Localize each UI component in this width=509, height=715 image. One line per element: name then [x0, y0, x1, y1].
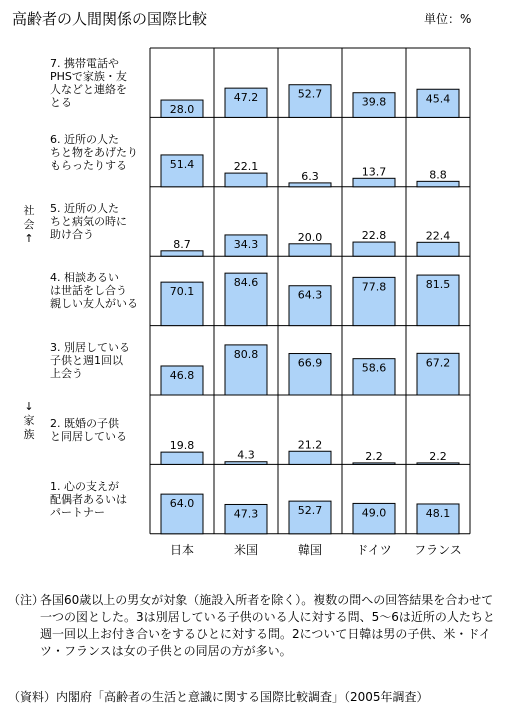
bar-value-label: 13.7 [361, 165, 387, 179]
footnote [8, 592, 502, 660]
bar-value-label: 70.1 [169, 285, 195, 299]
row-label-line: と同居している [50, 429, 127, 443]
row-label-line: 上会う [50, 366, 83, 380]
bar-value-label: 2.2 [429, 449, 447, 463]
category-label: 日本 [169, 542, 195, 557]
bar-value-label: 77.8 [361, 280, 387, 294]
row-label-line: 6. 近所の人た [50, 132, 119, 146]
row-label-line: 7. 携帯電話や [50, 56, 119, 70]
bar-value-label: 64.3 [297, 288, 323, 302]
bar-value-label: 6.3 [301, 169, 319, 183]
bar-value-label: 52.7 [297, 87, 323, 101]
row-label-line: 助け合う [50, 228, 94, 241]
bar-value-label: 20.0 [297, 230, 323, 244]
bar-value-label: 52.7 [297, 504, 323, 518]
bar-value-label: 45.4 [425, 92, 451, 106]
row-label [50, 57, 150, 109]
bar-value-label: 8.8 [429, 168, 447, 182]
bar [289, 244, 331, 256]
row-label [50, 202, 150, 241]
row-label-line: 1. 心の支えが [50, 479, 119, 493]
bar-value-label: 2.2 [365, 449, 383, 463]
bar-value-label: 47.2 [233, 91, 259, 105]
bar-value-label: 67.2 [425, 356, 451, 370]
row-label-line: PHSで家族・友 [50, 69, 127, 83]
bar [417, 242, 459, 256]
unit-label: 単位：% [424, 12, 472, 26]
bar-value-label: 22.8 [361, 229, 387, 243]
category-label: ドイツ [356, 542, 392, 557]
bar-value-label: 22.4 [425, 229, 451, 243]
bar [161, 452, 203, 464]
bar-value-label: 51.4 [169, 157, 195, 171]
row-label [50, 417, 150, 443]
row-label [50, 271, 150, 310]
bar-value-label: 34.3 [233, 237, 259, 251]
row-label-line: 人などと連絡を [50, 82, 127, 96]
bar-value-label: 28.0 [169, 103, 195, 117]
bar-value-label: 81.5 [425, 278, 451, 292]
bar [353, 242, 395, 256]
bar-value-label: 84.6 [233, 276, 259, 290]
bar-value-label: 19.8 [169, 439, 195, 453]
footnote-text: 各国60歳以上の男女が対象（施設入所者を除く）。複数の問への回答結果を合わせて一つの図とした。3は別居している子供のいる人に対する問、5〜6は近所の人たちと週一回以上お付き合いをするひとに対する問。2について日韓は男の子供、米・ドイツ・フランスは女の子供との同居の方が多い。 [40, 593, 495, 658]
bar-value-label: 49.0 [361, 506, 387, 520]
bar-value-label: 64.0 [169, 497, 195, 511]
row-label [50, 133, 150, 172]
bar-value-label: 21.2 [297, 438, 323, 452]
side-label-society [22, 204, 36, 246]
bar [225, 462, 267, 465]
bar [289, 183, 331, 187]
category-label: 韓国 [297, 542, 323, 557]
row-label-line: 5. 近所の人た [50, 202, 119, 215]
row-label-line: もらったりする [50, 158, 127, 172]
bar-value-label: 8.7 [173, 237, 191, 251]
row-label-line: 4. 相談あるい [50, 271, 119, 285]
row-label-line: は世話をし合う [50, 284, 127, 298]
row-label-line: 親しい友人がいる [50, 297, 138, 311]
bar [161, 251, 203, 256]
bar-value-label: 58.6 [361, 361, 387, 375]
bar-value-label: 48.1 [425, 506, 451, 520]
row-label-line: 子供と週1回以 [50, 353, 123, 367]
bar-value-label: 47.3 [233, 507, 259, 521]
row-label [50, 341, 150, 380]
row-label-line: 配偶者あるいは [50, 492, 127, 506]
row-label-line: ちと病気の時に [50, 215, 127, 228]
bar-value-label: 46.8 [169, 368, 195, 382]
row-label-line: とる [50, 95, 72, 109]
row-label-line: パートナー [50, 505, 105, 519]
bar [225, 173, 267, 187]
bar-value-label: 4.3 [237, 448, 255, 462]
side-label-family [22, 400, 36, 442]
bar [417, 181, 459, 186]
bar-value-label: 80.8 [233, 347, 259, 361]
row-label-line: ちと物をあげたり [50, 145, 138, 159]
bar-value-label: 39.8 [361, 95, 387, 109]
row-label-line: 3. 別居している [50, 340, 130, 354]
row-label [50, 480, 150, 519]
bar-value-label: 22.1 [233, 160, 259, 174]
side-label-society-text: 社 会 ↑ [23, 204, 35, 245]
category-label: フランス [414, 542, 462, 557]
row-label-line: 2. 既婚の子供 [50, 416, 119, 430]
category-label: 米国 [233, 542, 259, 557]
bar [289, 451, 331, 464]
footnote-label: （注） [8, 593, 45, 607]
bar [353, 463, 395, 465]
page-title: 高齢者の人間関係の国際比較 [12, 10, 208, 28]
bar [417, 463, 459, 465]
source-note: （資料）内閣府「高齢者の生活と意識に関する国際比較調査」（2005年調査） [8, 690, 429, 704]
side-label-family-text: ↓ 家 族 [23, 400, 35, 441]
bar-value-label: 66.9 [297, 356, 323, 370]
bar [353, 178, 395, 186]
